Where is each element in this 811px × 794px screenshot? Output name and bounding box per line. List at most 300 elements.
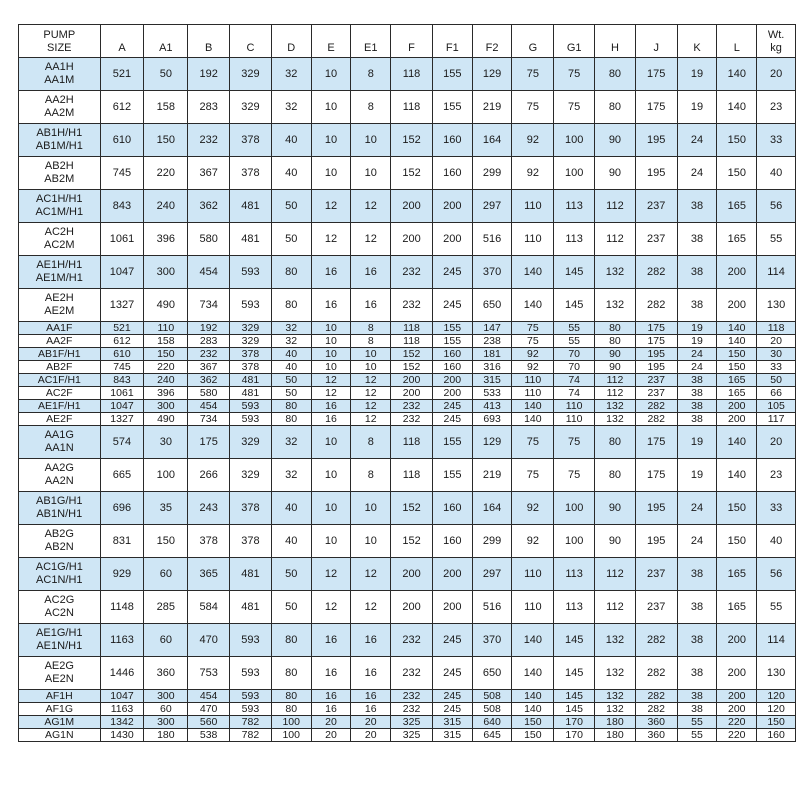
value-cell: 38 <box>677 558 717 591</box>
value-cell: 140 <box>717 335 757 348</box>
value-cell: 396 <box>144 387 188 400</box>
value-cell: 145 <box>554 690 595 703</box>
value-cell: 16 <box>351 289 391 322</box>
value-cell: 12 <box>351 558 391 591</box>
table-row <box>19 387 796 400</box>
value-cell: 132 <box>595 256 636 289</box>
value-cell: 16 <box>351 690 391 703</box>
value-cell: 10 <box>311 157 351 190</box>
value-cell: 170 <box>554 716 595 729</box>
value-cell: 245 <box>432 657 472 690</box>
value-cell: 140 <box>512 690 554 703</box>
value-cell: 118 <box>391 91 433 124</box>
pump-size-cell <box>19 387 101 400</box>
value-cell: 145 <box>554 657 595 690</box>
value-cell: 282 <box>635 690 677 703</box>
value-cell: 360 <box>144 657 188 690</box>
value-cell: 237 <box>635 374 677 387</box>
value-cell: 584 <box>188 591 230 624</box>
value-cell: 150 <box>717 361 757 374</box>
header-row <box>19 25 796 58</box>
value-cell: 92 <box>512 348 554 361</box>
pump-size-label: AE2H <box>44 292 74 304</box>
value-cell: 282 <box>635 703 677 716</box>
value-cell: 200 <box>432 223 472 256</box>
value-cell: 38 <box>677 413 717 426</box>
value-cell: 75 <box>512 335 554 348</box>
value-cell: 378 <box>188 525 230 558</box>
value-cell: 152 <box>391 361 433 374</box>
value-cell: 145 <box>554 289 595 322</box>
pump-size-label: AB2N <box>44 541 74 553</box>
value-cell: 645 <box>472 729 512 742</box>
value-cell: 329 <box>230 91 272 124</box>
value-cell: 50 <box>144 58 188 91</box>
value-cell: 165 <box>717 558 757 591</box>
pump-size-label: AA2N <box>44 475 74 487</box>
header-weight <box>757 25 796 58</box>
value-cell: 160 <box>432 348 472 361</box>
value-cell: 112 <box>595 558 636 591</box>
value-cell: 20 <box>311 716 351 729</box>
value-cell: 282 <box>635 624 677 657</box>
value-cell: 593 <box>230 657 272 690</box>
value-cell: 12 <box>351 190 391 223</box>
value-cell: 75 <box>512 426 554 459</box>
pump-size-cell <box>19 459 101 492</box>
value-cell: 10 <box>311 124 351 157</box>
pump-size-label: AB2M <box>44 173 75 185</box>
value-cell: 180 <box>595 729 636 742</box>
value-cell: 16 <box>311 256 351 289</box>
value-cell: 593 <box>230 624 272 657</box>
value-cell: 1148 <box>100 591 144 624</box>
value-cell: 140 <box>512 289 554 322</box>
header-col-c: C <box>230 25 272 58</box>
value-cell: 90 <box>595 348 636 361</box>
value-cell: 533 <box>472 387 512 400</box>
value-cell: 521 <box>100 322 144 335</box>
value-cell: 481 <box>230 558 272 591</box>
value-cell: 1047 <box>100 256 144 289</box>
value-cell: 283 <box>188 335 230 348</box>
pump-size-cell <box>19 729 101 742</box>
value-cell: 232 <box>391 256 433 289</box>
value-cell: 75 <box>554 426 595 459</box>
header-pump-size-line2: SIZE <box>47 42 72 54</box>
value-cell: 200 <box>717 657 757 690</box>
value-cell: 40 <box>271 492 311 525</box>
value-cell: 150 <box>717 525 757 558</box>
value-cell: 300 <box>144 256 188 289</box>
header-col-k: K <box>677 25 717 58</box>
pump-size-label: AE2N <box>44 673 74 685</box>
pump-size-label: AA2M <box>44 107 75 119</box>
value-cell: 16 <box>311 657 351 690</box>
value-cell: 75 <box>554 91 595 124</box>
value-cell: 113 <box>554 223 595 256</box>
value-cell: 200 <box>432 387 472 400</box>
pump-size-label: AF1G <box>45 702 73 715</box>
value-cell: 112 <box>595 374 636 387</box>
value-cell: 413 <box>472 400 512 413</box>
pump-size-label: AE2G <box>44 660 74 672</box>
value-cell: 12 <box>351 387 391 400</box>
value-cell: 24 <box>677 348 717 361</box>
value-cell: 132 <box>595 400 636 413</box>
value-cell: 8 <box>351 426 391 459</box>
value-cell: 175 <box>635 426 677 459</box>
value-cell: 40 <box>271 348 311 361</box>
value-cell: 325 <box>391 716 433 729</box>
value-cell: 282 <box>635 413 677 426</box>
table-row <box>19 459 796 492</box>
value-cell: 80 <box>271 690 311 703</box>
value-cell: 192 <box>188 58 230 91</box>
value-cell: 360 <box>635 716 677 729</box>
value-cell: 80 <box>595 335 636 348</box>
value-cell: 50 <box>757 374 796 387</box>
value-cell: 140 <box>717 322 757 335</box>
value-cell: 16 <box>351 624 391 657</box>
pump-size-label: AA1H <box>44 61 74 73</box>
value-cell: 481 <box>230 223 272 256</box>
value-cell: 195 <box>635 157 677 190</box>
value-cell: 12 <box>351 413 391 426</box>
value-cell: 19 <box>677 459 717 492</box>
value-cell: 90 <box>595 525 636 558</box>
table-row <box>19 657 796 690</box>
value-cell: 10 <box>351 157 391 190</box>
pump-size-label: AC1H/H1 <box>36 193 83 205</box>
value-cell: 297 <box>472 190 512 223</box>
value-cell: 160 <box>432 361 472 374</box>
value-cell: 80 <box>595 426 636 459</box>
value-cell: 90 <box>595 124 636 157</box>
value-cell: 110 <box>144 322 188 335</box>
value-cell: 50 <box>271 558 311 591</box>
value-cell: 140 <box>512 256 554 289</box>
value-cell: 378 <box>230 492 272 525</box>
value-cell: 100 <box>554 525 595 558</box>
value-cell: 118 <box>391 459 433 492</box>
pump-size-cell <box>19 289 101 322</box>
value-cell: 35 <box>144 492 188 525</box>
value-cell: 75 <box>512 322 554 335</box>
pump-dimension-table-wrapper <box>18 24 796 742</box>
pump-size-cell <box>19 256 101 289</box>
value-cell: 175 <box>635 335 677 348</box>
value-cell: 12 <box>311 387 351 400</box>
value-cell: 132 <box>595 413 636 426</box>
pump-size-cell <box>19 558 101 591</box>
value-cell: 33 <box>757 124 796 157</box>
header-col-g1: G1 <box>554 25 595 58</box>
value-cell: 92 <box>512 157 554 190</box>
value-cell: 114 <box>757 624 796 657</box>
value-cell: 160 <box>432 525 472 558</box>
value-cell: 55 <box>554 335 595 348</box>
value-cell: 297 <box>472 558 512 591</box>
value-cell: 481 <box>230 387 272 400</box>
value-cell: 38 <box>677 289 717 322</box>
value-cell: 145 <box>554 256 595 289</box>
value-cell: 175 <box>635 459 677 492</box>
value-cell: 152 <box>391 124 433 157</box>
value-cell: 23 <box>757 459 796 492</box>
pump-size-cell <box>19 624 101 657</box>
value-cell: 219 <box>472 459 512 492</box>
value-cell: 150 <box>144 348 188 361</box>
value-cell: 80 <box>271 703 311 716</box>
value-cell: 315 <box>472 374 512 387</box>
value-cell: 140 <box>717 459 757 492</box>
value-cell: 8 <box>351 322 391 335</box>
header-pump-size <box>19 25 101 58</box>
value-cell: 90 <box>595 361 636 374</box>
value-cell: 610 <box>100 124 144 157</box>
value-cell: 16 <box>311 400 351 413</box>
value-cell: 90 <box>595 157 636 190</box>
value-cell: 19 <box>677 335 717 348</box>
value-cell: 92 <box>512 361 554 374</box>
pump-size-label: AA2F <box>46 334 73 347</box>
value-cell: 266 <box>188 459 230 492</box>
value-cell: 200 <box>717 624 757 657</box>
value-cell: 16 <box>311 289 351 322</box>
value-cell: 80 <box>595 459 636 492</box>
table-row <box>19 426 796 459</box>
value-cell: 454 <box>188 690 230 703</box>
pump-size-label: AB1N/H1 <box>36 508 83 520</box>
value-cell: 38 <box>677 690 717 703</box>
value-cell: 113 <box>554 591 595 624</box>
value-cell: 367 <box>188 361 230 374</box>
pump-size-cell <box>19 374 101 387</box>
value-cell: 560 <box>188 716 230 729</box>
value-cell: 38 <box>677 703 717 716</box>
pump-size-cell <box>19 525 101 558</box>
value-cell: 152 <box>391 492 433 525</box>
value-cell: 200 <box>432 591 472 624</box>
value-cell: 574 <box>100 426 144 459</box>
value-cell: 195 <box>635 525 677 558</box>
value-cell: 165 <box>717 374 757 387</box>
pump-size-cell <box>19 690 101 703</box>
pump-size-label: AG1N <box>44 728 74 741</box>
value-cell: 1327 <box>100 413 144 426</box>
value-cell: 316 <box>472 361 512 374</box>
value-cell: 12 <box>311 223 351 256</box>
value-cell: 282 <box>635 657 677 690</box>
value-cell: 165 <box>717 223 757 256</box>
value-cell: 245 <box>432 256 472 289</box>
value-cell: 118 <box>391 426 433 459</box>
value-cell: 50 <box>271 374 311 387</box>
table-row <box>19 289 796 322</box>
value-cell: 329 <box>230 426 272 459</box>
value-cell: 150 <box>717 124 757 157</box>
value-cell: 10 <box>311 361 351 374</box>
value-cell: 150 <box>717 492 757 525</box>
header-col-h: H <box>595 25 636 58</box>
pump-size-cell <box>19 716 101 729</box>
pump-size-label: AC1N/H1 <box>36 574 83 586</box>
table-row <box>19 124 796 157</box>
pump-size-label: AA1G <box>44 429 74 441</box>
value-cell: 23 <box>757 91 796 124</box>
pump-size-cell <box>19 190 101 223</box>
value-cell: 165 <box>717 190 757 223</box>
value-cell: 150 <box>717 348 757 361</box>
value-cell: 362 <box>188 374 230 387</box>
value-cell: 140 <box>512 624 554 657</box>
value-cell: 24 <box>677 525 717 558</box>
value-cell: 120 <box>757 703 796 716</box>
value-cell: 10 <box>311 426 351 459</box>
table-row <box>19 348 796 361</box>
value-cell: 10 <box>311 525 351 558</box>
value-cell: 12 <box>311 374 351 387</box>
value-cell: 33 <box>757 492 796 525</box>
value-cell: 1061 <box>100 223 144 256</box>
value-cell: 100 <box>271 729 311 742</box>
value-cell: 8 <box>351 459 391 492</box>
value-cell: 665 <box>100 459 144 492</box>
value-cell: 32 <box>271 335 311 348</box>
table-row <box>19 624 796 657</box>
pump-size-cell <box>19 335 101 348</box>
table-row <box>19 525 796 558</box>
pump-size-label: AA1M <box>44 74 75 86</box>
value-cell: 158 <box>144 335 188 348</box>
value-cell: 155 <box>432 58 472 91</box>
value-cell: 200 <box>391 591 433 624</box>
value-cell: 150 <box>144 525 188 558</box>
value-cell: 612 <box>100 91 144 124</box>
value-cell: 70 <box>554 348 595 361</box>
value-cell: 12 <box>351 374 391 387</box>
table-row <box>19 335 796 348</box>
value-cell: 152 <box>391 525 433 558</box>
header-pump-size-line1: PUMP <box>43 29 76 41</box>
value-cell: 145 <box>554 624 595 657</box>
value-cell: 113 <box>554 190 595 223</box>
value-cell: 12 <box>351 400 391 413</box>
value-cell: 105 <box>757 400 796 413</box>
value-cell: 160 <box>432 492 472 525</box>
value-cell: 20 <box>757 426 796 459</box>
value-cell: 195 <box>635 124 677 157</box>
value-cell: 378 <box>230 124 272 157</box>
value-cell: 200 <box>432 374 472 387</box>
value-cell: 40 <box>757 157 796 190</box>
header-col-f: F <box>391 25 433 58</box>
header-col-b: B <box>188 25 230 58</box>
value-cell: 100 <box>144 459 188 492</box>
value-cell: 140 <box>717 91 757 124</box>
value-cell: 782 <box>230 716 272 729</box>
value-cell: 112 <box>595 591 636 624</box>
pump-size-cell <box>19 348 101 361</box>
table-row <box>19 690 796 703</box>
value-cell: 696 <box>100 492 144 525</box>
value-cell: 593 <box>230 690 272 703</box>
value-cell: 734 <box>188 289 230 322</box>
value-cell: 640 <box>472 716 512 729</box>
pump-size-label: AC2N <box>44 607 74 619</box>
value-cell: 60 <box>144 558 188 591</box>
value-cell: 481 <box>230 591 272 624</box>
value-cell: 150 <box>512 729 554 742</box>
pump-size-cell <box>19 223 101 256</box>
value-cell: 160 <box>432 157 472 190</box>
value-cell: 38 <box>677 624 717 657</box>
value-cell: 152 <box>391 348 433 361</box>
pump-size-label: AC2G <box>44 594 75 606</box>
value-cell: 160 <box>757 729 796 742</box>
value-cell: 150 <box>717 157 757 190</box>
value-cell: 19 <box>677 426 717 459</box>
value-cell: 10 <box>311 348 351 361</box>
value-cell: 110 <box>554 400 595 413</box>
pump-size-label: AC1F/H1 <box>37 373 81 386</box>
value-cell: 20 <box>351 729 391 742</box>
pump-size-label: AB2H <box>44 160 74 172</box>
value-cell: 140 <box>512 400 554 413</box>
value-cell: 1163 <box>100 624 144 657</box>
value-cell: 175 <box>635 58 677 91</box>
value-cell: 315 <box>432 716 472 729</box>
value-cell: 92 <box>512 492 554 525</box>
table-row <box>19 223 796 256</box>
value-cell: 40 <box>757 525 796 558</box>
value-cell: 192 <box>188 322 230 335</box>
value-cell: 300 <box>144 400 188 413</box>
pump-size-cell <box>19 591 101 624</box>
value-cell: 362 <box>188 190 230 223</box>
value-cell: 170 <box>554 729 595 742</box>
value-cell: 155 <box>432 426 472 459</box>
value-cell: 75 <box>512 58 554 91</box>
value-cell: 521 <box>100 58 144 91</box>
value-cell: 650 <box>472 289 512 322</box>
value-cell: 30 <box>144 426 188 459</box>
value-cell: 593 <box>230 413 272 426</box>
value-cell: 165 <box>717 591 757 624</box>
value-cell: 80 <box>271 657 311 690</box>
value-cell: 140 <box>717 58 757 91</box>
value-cell: 92 <box>512 525 554 558</box>
pump-size-label: AC1M/H1 <box>35 206 84 218</box>
value-cell: 55 <box>677 729 717 742</box>
value-cell: 367 <box>188 157 230 190</box>
value-cell: 481 <box>230 374 272 387</box>
value-cell: 237 <box>635 591 677 624</box>
value-cell: 237 <box>635 558 677 591</box>
value-cell: 745 <box>100 157 144 190</box>
value-cell: 508 <box>472 690 512 703</box>
value-cell: 329 <box>230 459 272 492</box>
pump-size-label: AA1F <box>46 321 73 334</box>
value-cell: 516 <box>472 223 512 256</box>
value-cell: 16 <box>351 256 391 289</box>
pump-size-label: AE2F <box>46 412 73 425</box>
value-cell: 315 <box>432 729 472 742</box>
value-cell: 140 <box>512 657 554 690</box>
value-cell: 24 <box>677 124 717 157</box>
pump-dimension-table <box>18 24 796 742</box>
